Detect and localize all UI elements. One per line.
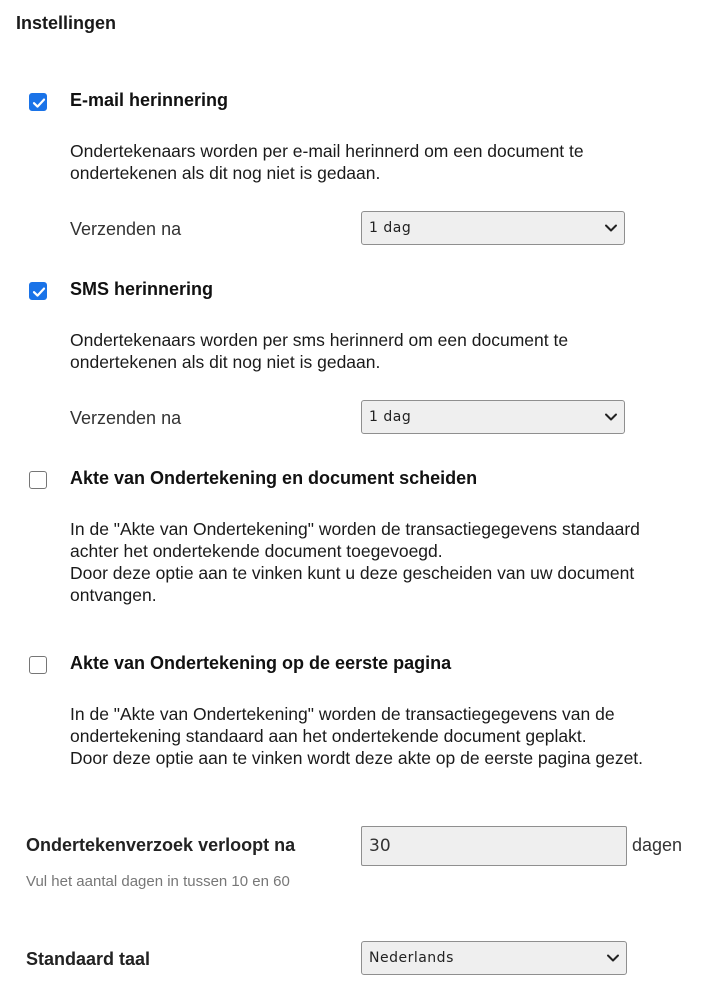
- language-value: Nederlands: [369, 950, 454, 966]
- email-reminder-checkbox[interactable]: [29, 93, 47, 111]
- email-reminder-description: Ondertekenaars worden per e-mail herinnerd om een document te ondertekenen als dit nog niet is gedaan.: [70, 141, 584, 183]
- language-select[interactable]: [361, 941, 627, 975]
- separate-deed-title: Akte van Ondertekening en document scheiden: [70, 468, 478, 488]
- checkmark-icon: [32, 285, 46, 299]
- email-send-after-select[interactable]: [361, 211, 625, 245]
- sms-reminder-description: Ondertekenaars worden per sms herinnerd om een document te ondertekenen als dit nog niet is gedaan.: [70, 330, 569, 372]
- sms-reminder-checkbox[interactable]: [29, 282, 47, 300]
- chevron-down-icon: [606, 951, 620, 965]
- chevron-down-icon: [604, 221, 618, 235]
- expiry-label: Ondertekenverzoek verloopt na: [26, 835, 296, 855]
- chevron-down-icon: [604, 410, 618, 424]
- sms-send-after-label: Verzenden na: [70, 408, 182, 428]
- language-label: Standaard taal: [26, 949, 151, 969]
- checkmark-icon: [32, 96, 46, 110]
- page-title: Instellingen: [16, 13, 117, 33]
- sms-reminder-title: SMS herinnering: [70, 279, 214, 299]
- separate-deed-checkbox[interactable]: [29, 471, 47, 489]
- expiry-unit: dagen: [632, 835, 683, 855]
- sms-send-after-value: 1 dag: [369, 409, 412, 425]
- email-reminder-title: E-mail herinnering: [70, 90, 229, 110]
- email-send-after-value: 1 dag: [369, 220, 412, 236]
- email-send-after-label: Verzenden na: [70, 219, 182, 239]
- separate-deed-description: In de "Akte van Ondertekening" worden de transactiegegevens standaard achter het ondertekende document toegevoegd. Door deze optie aan te vinken kunt u deze gescheiden van uw document ontvangen.: [70, 519, 640, 605]
- expiry-hint: Vul het aantal dagen in tussen 10 en 60: [26, 873, 290, 890]
- sms-send-after-select[interactable]: [361, 400, 625, 434]
- deed-first-page-checkbox[interactable]: [29, 656, 47, 674]
- expiry-days-input[interactable]: 30: [361, 826, 627, 866]
- deed-first-page-title: Akte van Ondertekening op de eerste pagina: [70, 653, 452, 673]
- deed-first-page-description: In de "Akte van Ondertekening" worden de transactiegegevens van de ondertekening standaard aan het ondertekende document geplakt. Door deze optie aan te vinken wordt deze akte op de eerste pagina gezet.: [70, 704, 644, 768]
